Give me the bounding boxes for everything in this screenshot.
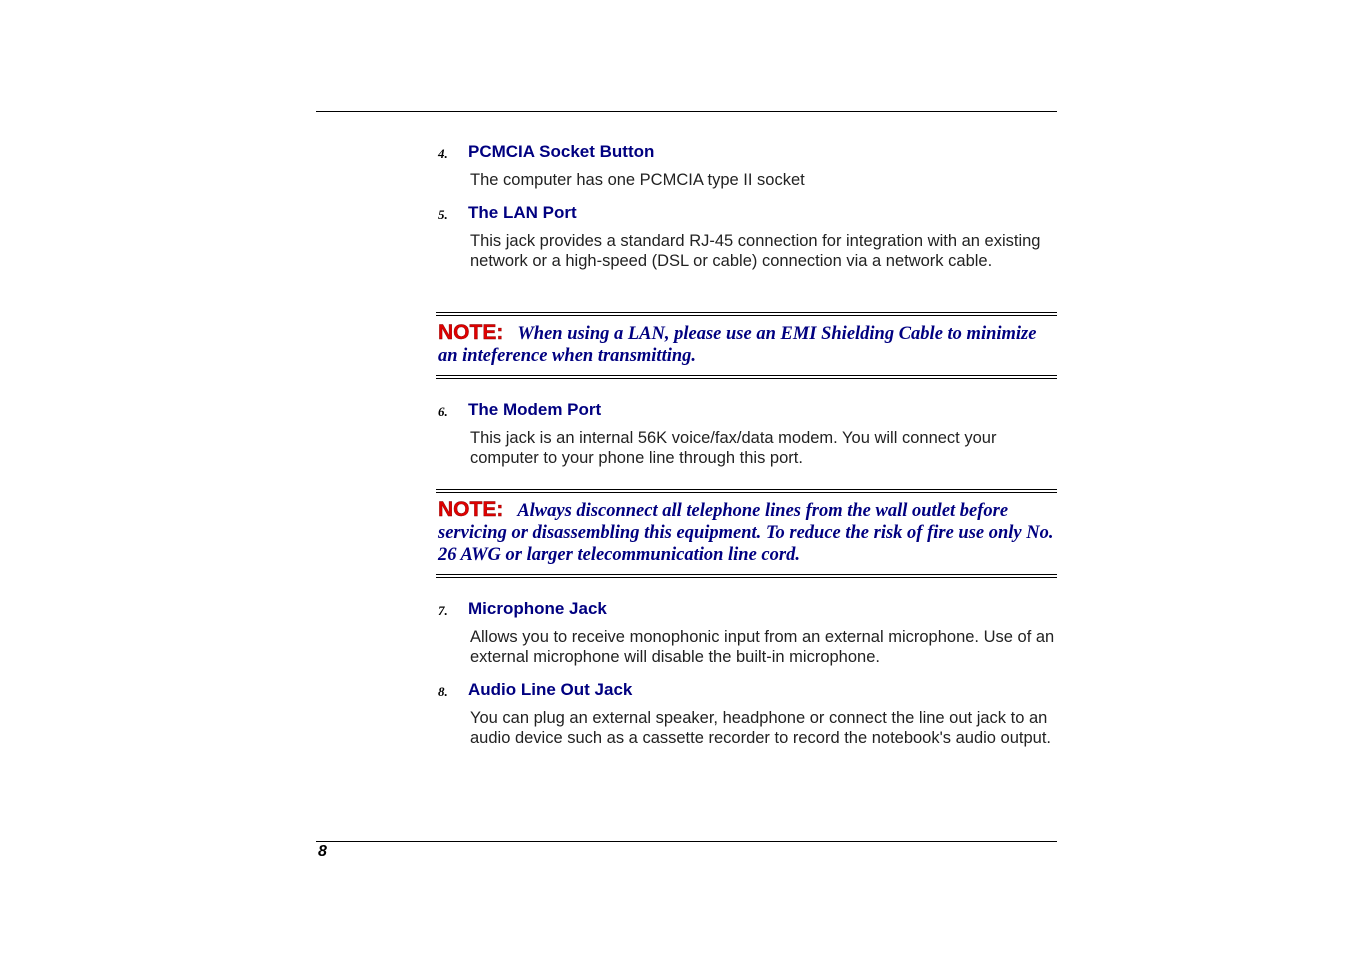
item-title: Audio Line Out Jack — [468, 680, 633, 699]
item-title: The Modem Port — [468, 400, 602, 419]
item-heading — [438, 400, 1058, 422]
item-heading — [438, 142, 1058, 164]
item-number: 7. — [438, 603, 448, 618]
list-item-microphone-jack — [438, 599, 1058, 668]
note-box-telephone — [436, 489, 1057, 578]
note-content — [438, 322, 1055, 367]
item-description: The computer has one PCMCIA type II socket — [470, 171, 805, 189]
item-title: The LAN Port — [468, 203, 577, 222]
item-number: 5. — [438, 207, 448, 222]
item-title: PCMCIA Socket Button — [468, 142, 655, 161]
header-rule — [316, 111, 1057, 112]
note-label: NOTE: — [438, 498, 504, 521]
list-item-pcmcia — [438, 142, 1058, 190]
note-label: NOTE: — [438, 321, 504, 344]
item-heading — [438, 203, 1058, 225]
list-item-modem-port — [438, 400, 1058, 469]
item-description: This jack provides a standard RJ-45 connection for integration with an existing network or a high-speed (DSL or cable) connection via a network cable. — [470, 232, 1041, 271]
item-number: 6. — [438, 404, 448, 419]
footer-rule — [316, 841, 1057, 842]
item-heading — [438, 599, 1058, 621]
note-text: Always disconnect all telephone lines from the wall outlet before servicing or disassembling this equipment. To reduce the risk of fire use only No. 26 AWG or larger telecommunication line cord. — [438, 501, 1054, 565]
list-item-lan-port — [438, 203, 1058, 272]
item-heading — [438, 680, 1058, 702]
item-number: 8. — [438, 684, 448, 699]
page-number: 8 — [318, 843, 327, 860]
item-description: Allows you to receive monophonic input from an external microphone. Use of an external microphone will disable the built-in microphone. — [470, 628, 1055, 667]
note-box-lan — [436, 312, 1057, 379]
note-content — [438, 499, 1055, 566]
item-number: 4. — [438, 146, 448, 161]
item-description: This jack is an internal 56K voice/fax/data modem. You will connect your computer to your phone line through this port. — [470, 429, 997, 468]
item-description: You can plug an external speaker, headphone or connect the line out jack to an audio device such as a cassette recorder to record the notebook's audio output. — [470, 709, 1052, 748]
list-item-audio-line-out — [438, 680, 1058, 749]
note-text: When using a LAN, please use an EMI Shielding Cable to minimize an inteference when transmitting. — [438, 324, 1037, 366]
item-title: Microphone Jack — [468, 599, 607, 618]
